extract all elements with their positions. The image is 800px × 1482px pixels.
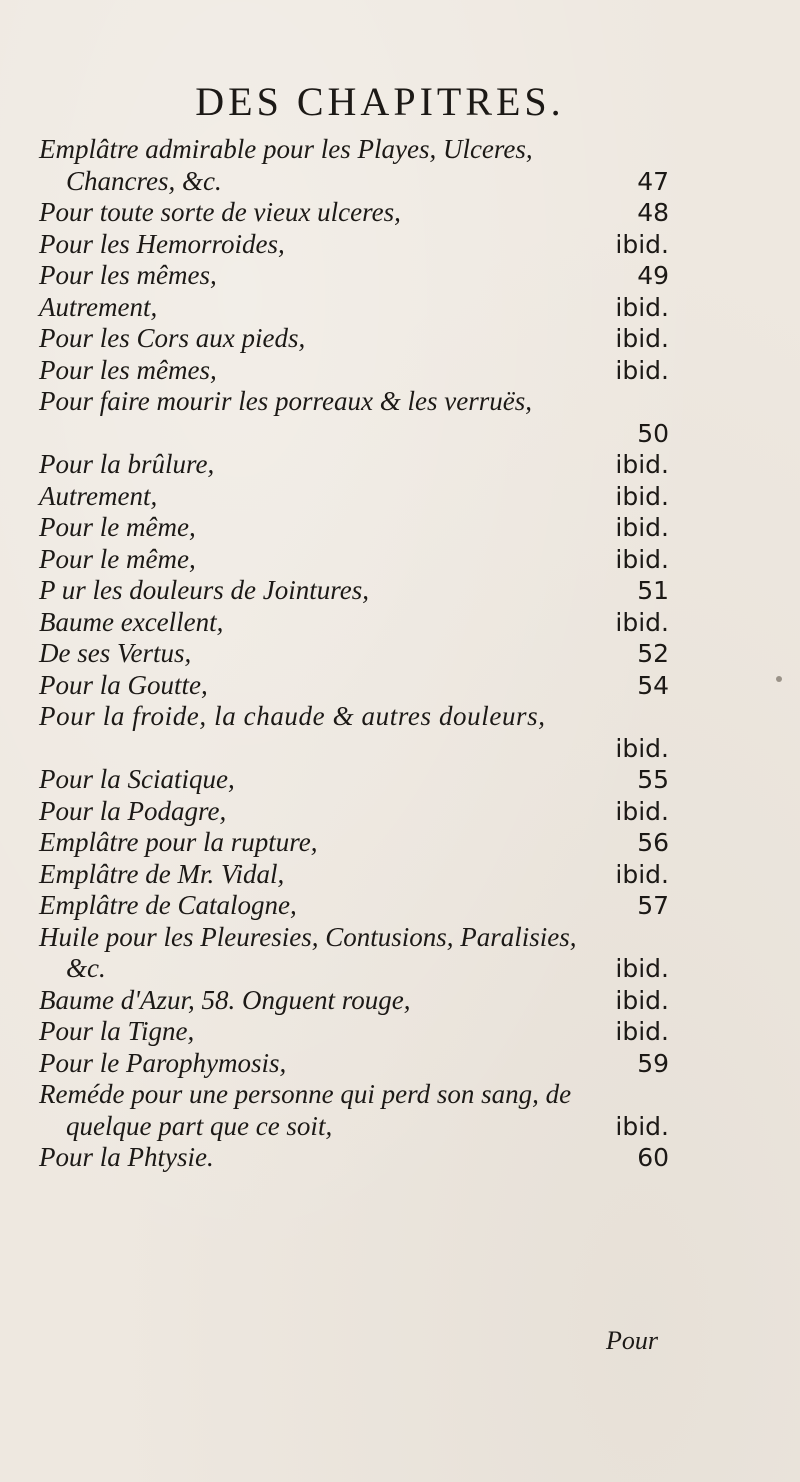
entry-title: quelque part que ce soit, <box>66 1110 333 1141</box>
toc-entry <box>0 355 800 387</box>
entry-title: Pour la Podagre, <box>39 795 227 826</box>
catchword: Pour <box>606 1326 658 1355</box>
toc-entry <box>0 827 800 859</box>
entry-page: 49 <box>637 261 669 290</box>
entry-title: Baume d'Azur, 58. Onguent rouge, <box>39 984 411 1015</box>
toc-entry <box>0 323 800 355</box>
entry-page: ibid. <box>615 450 669 479</box>
entry-title: Emplâtre admirable pour les Playes, Ulceres, <box>39 134 533 164</box>
toc-entry <box>0 733 800 765</box>
toc-entry <box>0 260 800 292</box>
toc-entry <box>0 953 800 985</box>
table-of-contents <box>0 134 800 1174</box>
entry-title: Pour faire mourir les porreaux & les verruës, <box>39 386 532 416</box>
entry-title: Emplâtre de Mr. Vidal, <box>39 858 285 889</box>
entry-title: Emplâtre pour la rupture, <box>39 827 318 857</box>
entry-title: Pour la froide, la chaude & autres douleurs, <box>39 701 546 731</box>
entry-title: Pour le même, <box>39 512 196 542</box>
entry-title: &c. <box>66 953 106 983</box>
entry-page: ibid. <box>615 733 669 763</box>
toc-entry <box>0 575 800 607</box>
entry-title: Pour toute sorte de vieux ulceres, <box>39 197 401 227</box>
toc-entry <box>0 1079 800 1111</box>
entry-title: De ses Vertus, <box>39 638 192 668</box>
toc-entry <box>0 1016 800 1048</box>
entry-page: 52 <box>637 639 669 668</box>
entry-title: Pour la Goutte, <box>39 669 208 700</box>
toc-entry <box>0 1142 800 1174</box>
entry-title: Autrement, <box>39 291 158 322</box>
entry-title: Emplâtre de Catalogne, <box>39 890 297 920</box>
toc-entry <box>0 764 800 796</box>
entry-title: Pour la Tigne, <box>39 1016 195 1046</box>
toc-entry <box>0 859 800 891</box>
toc-entry <box>0 890 800 922</box>
entry-title: Pour le même, <box>39 543 196 574</box>
entry-page: 47 <box>637 166 669 196</box>
toc-entry <box>0 512 800 544</box>
toc-entry <box>0 134 800 166</box>
entry-page: ibid. <box>615 513 669 542</box>
entry-title: Chancres, &c. <box>66 165 222 196</box>
entry-page: 57 <box>637 891 669 920</box>
entry-page: ibid. <box>615 1017 669 1046</box>
toc-entry <box>0 701 800 733</box>
entry-title: Pour la Phtysie. <box>39 1142 214 1172</box>
entry-title: Pour le Parophymosis, <box>39 1047 287 1078</box>
entry-page: 59 <box>637 1048 669 1078</box>
page-header: DES CHAPITRES. <box>195 79 565 124</box>
toc-entry <box>0 638 800 670</box>
entry-page: 48 <box>637 198 669 227</box>
toc-entry <box>0 481 800 513</box>
toc-entry <box>0 985 800 1017</box>
toc-entry <box>0 1048 800 1080</box>
entry-title: Autrement, <box>39 480 158 511</box>
toc-entry <box>0 670 800 702</box>
entry-page: ibid. <box>615 1111 669 1141</box>
entry-title: Baume excellent, <box>39 606 224 637</box>
entry-page: ibid. <box>615 985 669 1015</box>
entry-page: ibid. <box>615 544 669 574</box>
toc-entry <box>0 418 800 450</box>
entry-page: 56 <box>637 828 669 857</box>
entry-page: ibid. <box>615 229 669 259</box>
toc-entry <box>0 292 800 324</box>
entry-page: ibid. <box>615 607 669 637</box>
entry-page: ibid. <box>615 355 669 385</box>
toc-entry <box>0 607 800 639</box>
entry-page: 51 <box>637 576 669 605</box>
toc-entry <box>0 796 800 828</box>
entry-page: ibid. <box>615 954 669 983</box>
entry-page: ibid. <box>615 859 669 889</box>
entry-page: ibid. <box>615 324 669 353</box>
entry-title: Pour les mêmes, <box>39 354 217 385</box>
entry-page: 54 <box>637 670 669 700</box>
entry-title: Pour les Hemorroides, <box>39 228 285 259</box>
entry-page: 50 <box>637 418 669 448</box>
entry-title: P ur les douleurs de Jointures, <box>39 575 369 605</box>
entry-title: Reméde pour une personne qui perd son sang, de <box>39 1079 572 1109</box>
entry-page: 55 <box>637 765 669 794</box>
entry-title: Pour les mêmes, <box>39 260 217 290</box>
toc-entry <box>0 197 800 229</box>
entry-page: ibid. <box>615 292 669 322</box>
toc-entry <box>0 922 800 954</box>
entry-page: ibid. <box>615 481 669 511</box>
toc-entry <box>0 166 800 198</box>
entry-title: Pour les Cors aux pieds, <box>39 323 306 353</box>
entry-title: Huile pour les Pleuresies, Contusions, Paralisies, <box>39 921 577 952</box>
entry-page: 60 <box>637 1143 669 1172</box>
toc-entry <box>0 386 800 418</box>
ink-spot <box>776 676 782 682</box>
entry-title: Pour la Sciatique, <box>39 764 235 794</box>
toc-entry <box>0 1111 800 1143</box>
toc-entry <box>0 544 800 576</box>
toc-entry <box>0 449 800 481</box>
entry-page: ibid. <box>615 796 669 826</box>
toc-entry <box>0 229 800 261</box>
entry-title: Pour la brûlure, <box>39 449 215 479</box>
